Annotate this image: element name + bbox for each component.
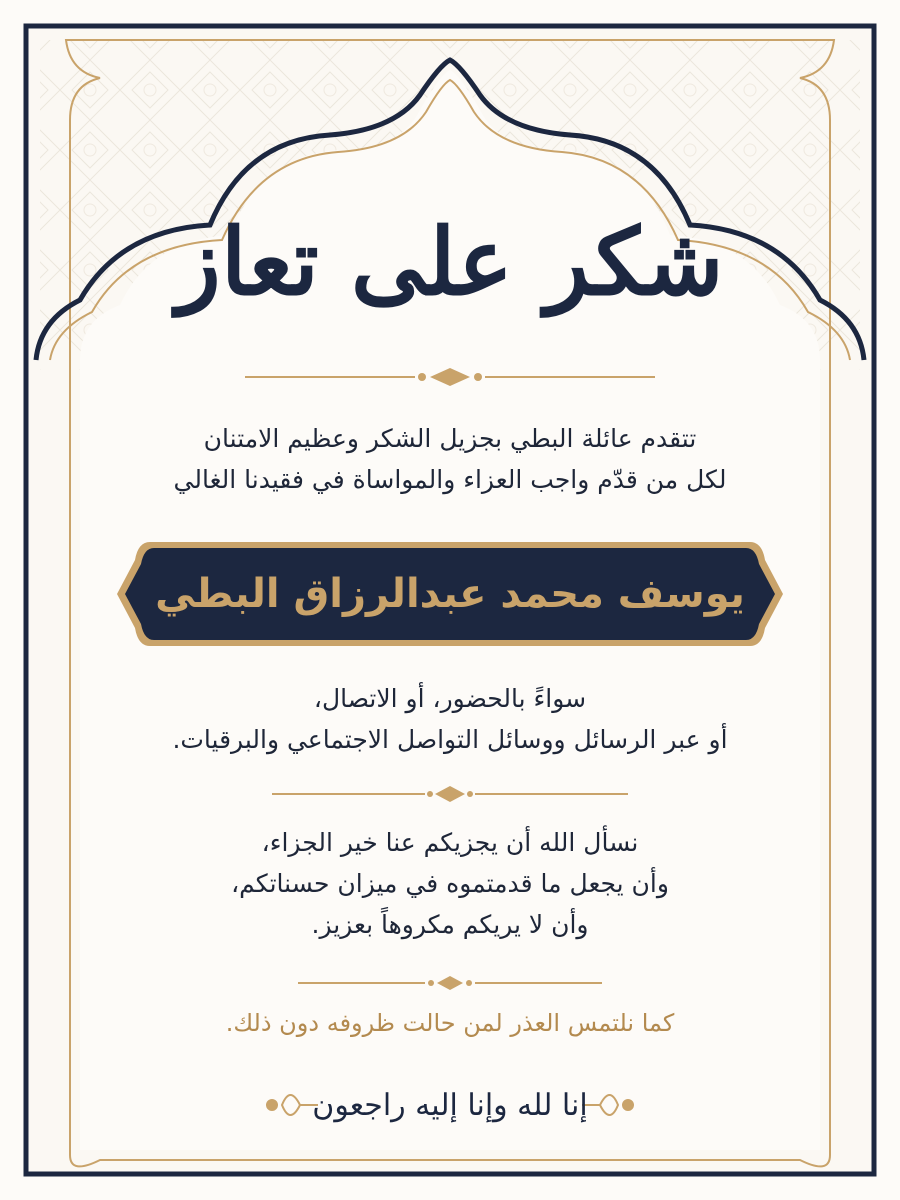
- card-title: شكر على تعاز: [176, 208, 724, 316]
- means-line-1: سواءً بالحضور، أو الاتصال،: [313, 684, 587, 713]
- intro-line-1: تتقدم عائلة البطي بجزيل الشكر وعظيم الامتنان: [203, 424, 697, 453]
- prayer-line-1: نسأل الله أن يجزيكم عنا خير الجزاء،: [261, 828, 639, 857]
- intro-line-2: لكل من قدّم واجب العزاء والمواساة في فقيدنا الغالي: [173, 465, 727, 494]
- prayer-text: [100, 822, 800, 945]
- deceased-name: يوسف محمد عبدالرزاق البطي: [155, 571, 745, 617]
- means-text: [100, 678, 800, 760]
- prayer-line-3: وأن لا يريكم مكروهاً بعزيز.: [311, 910, 589, 939]
- apology-text: كما نلتمس العذر لمن حالت ظروفه دون ذلك.: [225, 1009, 675, 1037]
- means-line-2: أو عبر الرسائل ووسائل التواصل الاجتماعي والبرقيات.: [172, 725, 728, 754]
- intro-text: [100, 418, 800, 500]
- footer-verse: إنا لله وإنا إليه راجعون: [312, 1088, 588, 1123]
- prayer-line-2: وأن يجعل ما قدمتموه في ميزان حسناتكم،: [231, 869, 669, 898]
